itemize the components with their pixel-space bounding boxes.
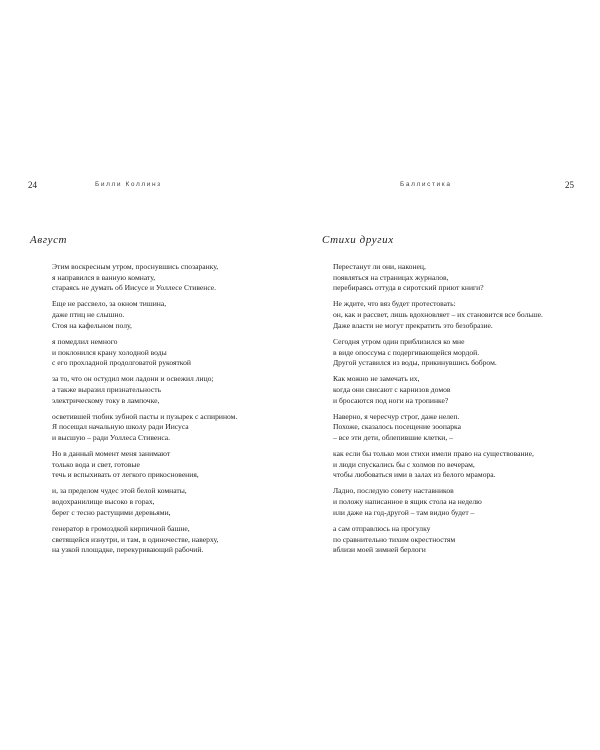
poem-line: Но в данный момент меня занимают [52, 449, 171, 459]
poem-line: Ладно, последую совету наставников [333, 486, 454, 496]
poem-line: по сравнительно тихим окрестностям [333, 534, 456, 544]
poem-line: Перестанут ли они, наконец, [333, 262, 426, 271]
stanza [333, 374, 543, 406]
right-page [300, 0, 600, 750]
poem-line: берег с тесно растущими деревьями, [52, 507, 171, 517]
running-head-book: Баллистика [400, 181, 452, 188]
poem-line: как если бы только мои стихи имели право на существование, [333, 449, 534, 459]
stanza [52, 262, 237, 294]
poem-line: светящейся изнутри, и там, в одиночестве, наверху, [52, 534, 219, 544]
stanza [52, 524, 237, 556]
poem-line: стараясь не думать об Иисусе и Уоллесе Стивенсе. [52, 283, 217, 293]
poem-line: Этим воскресным утром, проснувшись спозаранку, [52, 262, 219, 271]
stanza [52, 449, 237, 481]
poem-line: Сегодня утром один приблизился ко мне [333, 336, 465, 346]
poem-line: осветившей тюбик зубной пасты и пузырек с аспирином. [52, 411, 238, 421]
poem-line: и люди спускались бы с холмов по вечерам, [333, 459, 475, 469]
poem-line: водохранилище высоко в горах, [52, 497, 155, 507]
poem-line: даже птиц не слышно. [52, 310, 125, 320]
stanza [333, 337, 543, 369]
poem-line: за то, что он остудил мои ладони и освежил лицо; [52, 374, 214, 384]
stanza [52, 412, 237, 444]
poem-line: а также выразил признательность [52, 384, 162, 394]
stanza [333, 524, 543, 556]
poem-line: Даже власти не могут прекратить это безобразие. [333, 320, 493, 330]
poem-line: он, как и рассвет, лишь вдохновляет – их становится все больше. [333, 310, 543, 320]
poem-line: или даже на год-другой – там видно будет – [333, 507, 475, 517]
poem-line: Похоже, сказалось посещение зоопарка [333, 422, 462, 432]
poem-line: я направился в ванную комнату, [52, 272, 156, 282]
stanza [52, 299, 237, 331]
poem-line: появляться на страницах журналов, [333, 272, 449, 282]
poem-line: когда они свисают с карнизов домов [333, 384, 451, 394]
poem-line: с его прохладной продолговатой рукояткой [52, 358, 191, 368]
poem-line: и бросаются под ноги на тропинке? [333, 395, 449, 405]
poem-line: только вода и свет, готовые [52, 459, 140, 469]
poem-line: генератор в громоздкой кирпичной башне, [52, 523, 190, 533]
poem-line: Другой уставился из воды, прикинувшись бобром. [333, 358, 497, 368]
poem-line: я помедлил немного [52, 336, 118, 346]
poem-line: а сам отправлюсь на прогулку [333, 523, 431, 533]
poem-line: Как можно не замечать их, [333, 374, 420, 384]
stanza [52, 374, 237, 406]
stanza [333, 486, 543, 518]
stanza [52, 337, 237, 369]
poem-line: и, за пределом чудес этой белой комнаты, [52, 486, 187, 496]
poem-line: Я посещал начальную школу ради Иисуса [52, 422, 189, 432]
stanza [333, 412, 543, 444]
poem-body [52, 262, 237, 561]
poem-line: чтобы любоваться ими в залах из белого мрамора. [333, 470, 496, 480]
page-number: 25 [565, 180, 574, 190]
poem-line: электрическому току в лампочке, [52, 395, 160, 405]
poem-line: перебираясь оттуда в сиротский приют книги? [333, 283, 484, 293]
poem-line: Наверно, я чересчур строг, даже нелеп. [333, 411, 460, 421]
poem-line: на узкой площадке, перекуривающий рабочий. [52, 545, 204, 555]
page-number: 24 [28, 180, 37, 190]
poem-line: вблизи моей зимней берлоги [333, 545, 426, 555]
stanza [52, 486, 237, 518]
running-head-author: Билли Коллинз [95, 181, 162, 188]
poem-line: – все эти дети, облепившие клетки, – [333, 433, 453, 443]
stanza [333, 449, 543, 481]
poem-line: и положу написанное в ящик стола на неделю [333, 497, 482, 507]
poem-title: Стихи других [322, 234, 394, 246]
poem-line: и высшую – ради Уоллеса Стивенса. [52, 433, 171, 443]
poem-line: Еще не рассвело, за окном тишина, [52, 299, 167, 309]
poem-title: Август [30, 234, 68, 246]
poem-line: Не ждите, что вяз будет протестовать: [333, 299, 456, 309]
poem-line: в виде опоссума с подергивающейся мордой. [333, 347, 480, 357]
poem-line: Стоя на кафельном полу, [52, 320, 132, 330]
poem-line: и поклонился крану холодной воды [52, 347, 167, 357]
poem-line: течь и вспыхивать от легкого прикосновения, [52, 470, 199, 480]
stanza [333, 262, 543, 294]
stanza [333, 299, 543, 331]
poem-body [333, 262, 543, 561]
